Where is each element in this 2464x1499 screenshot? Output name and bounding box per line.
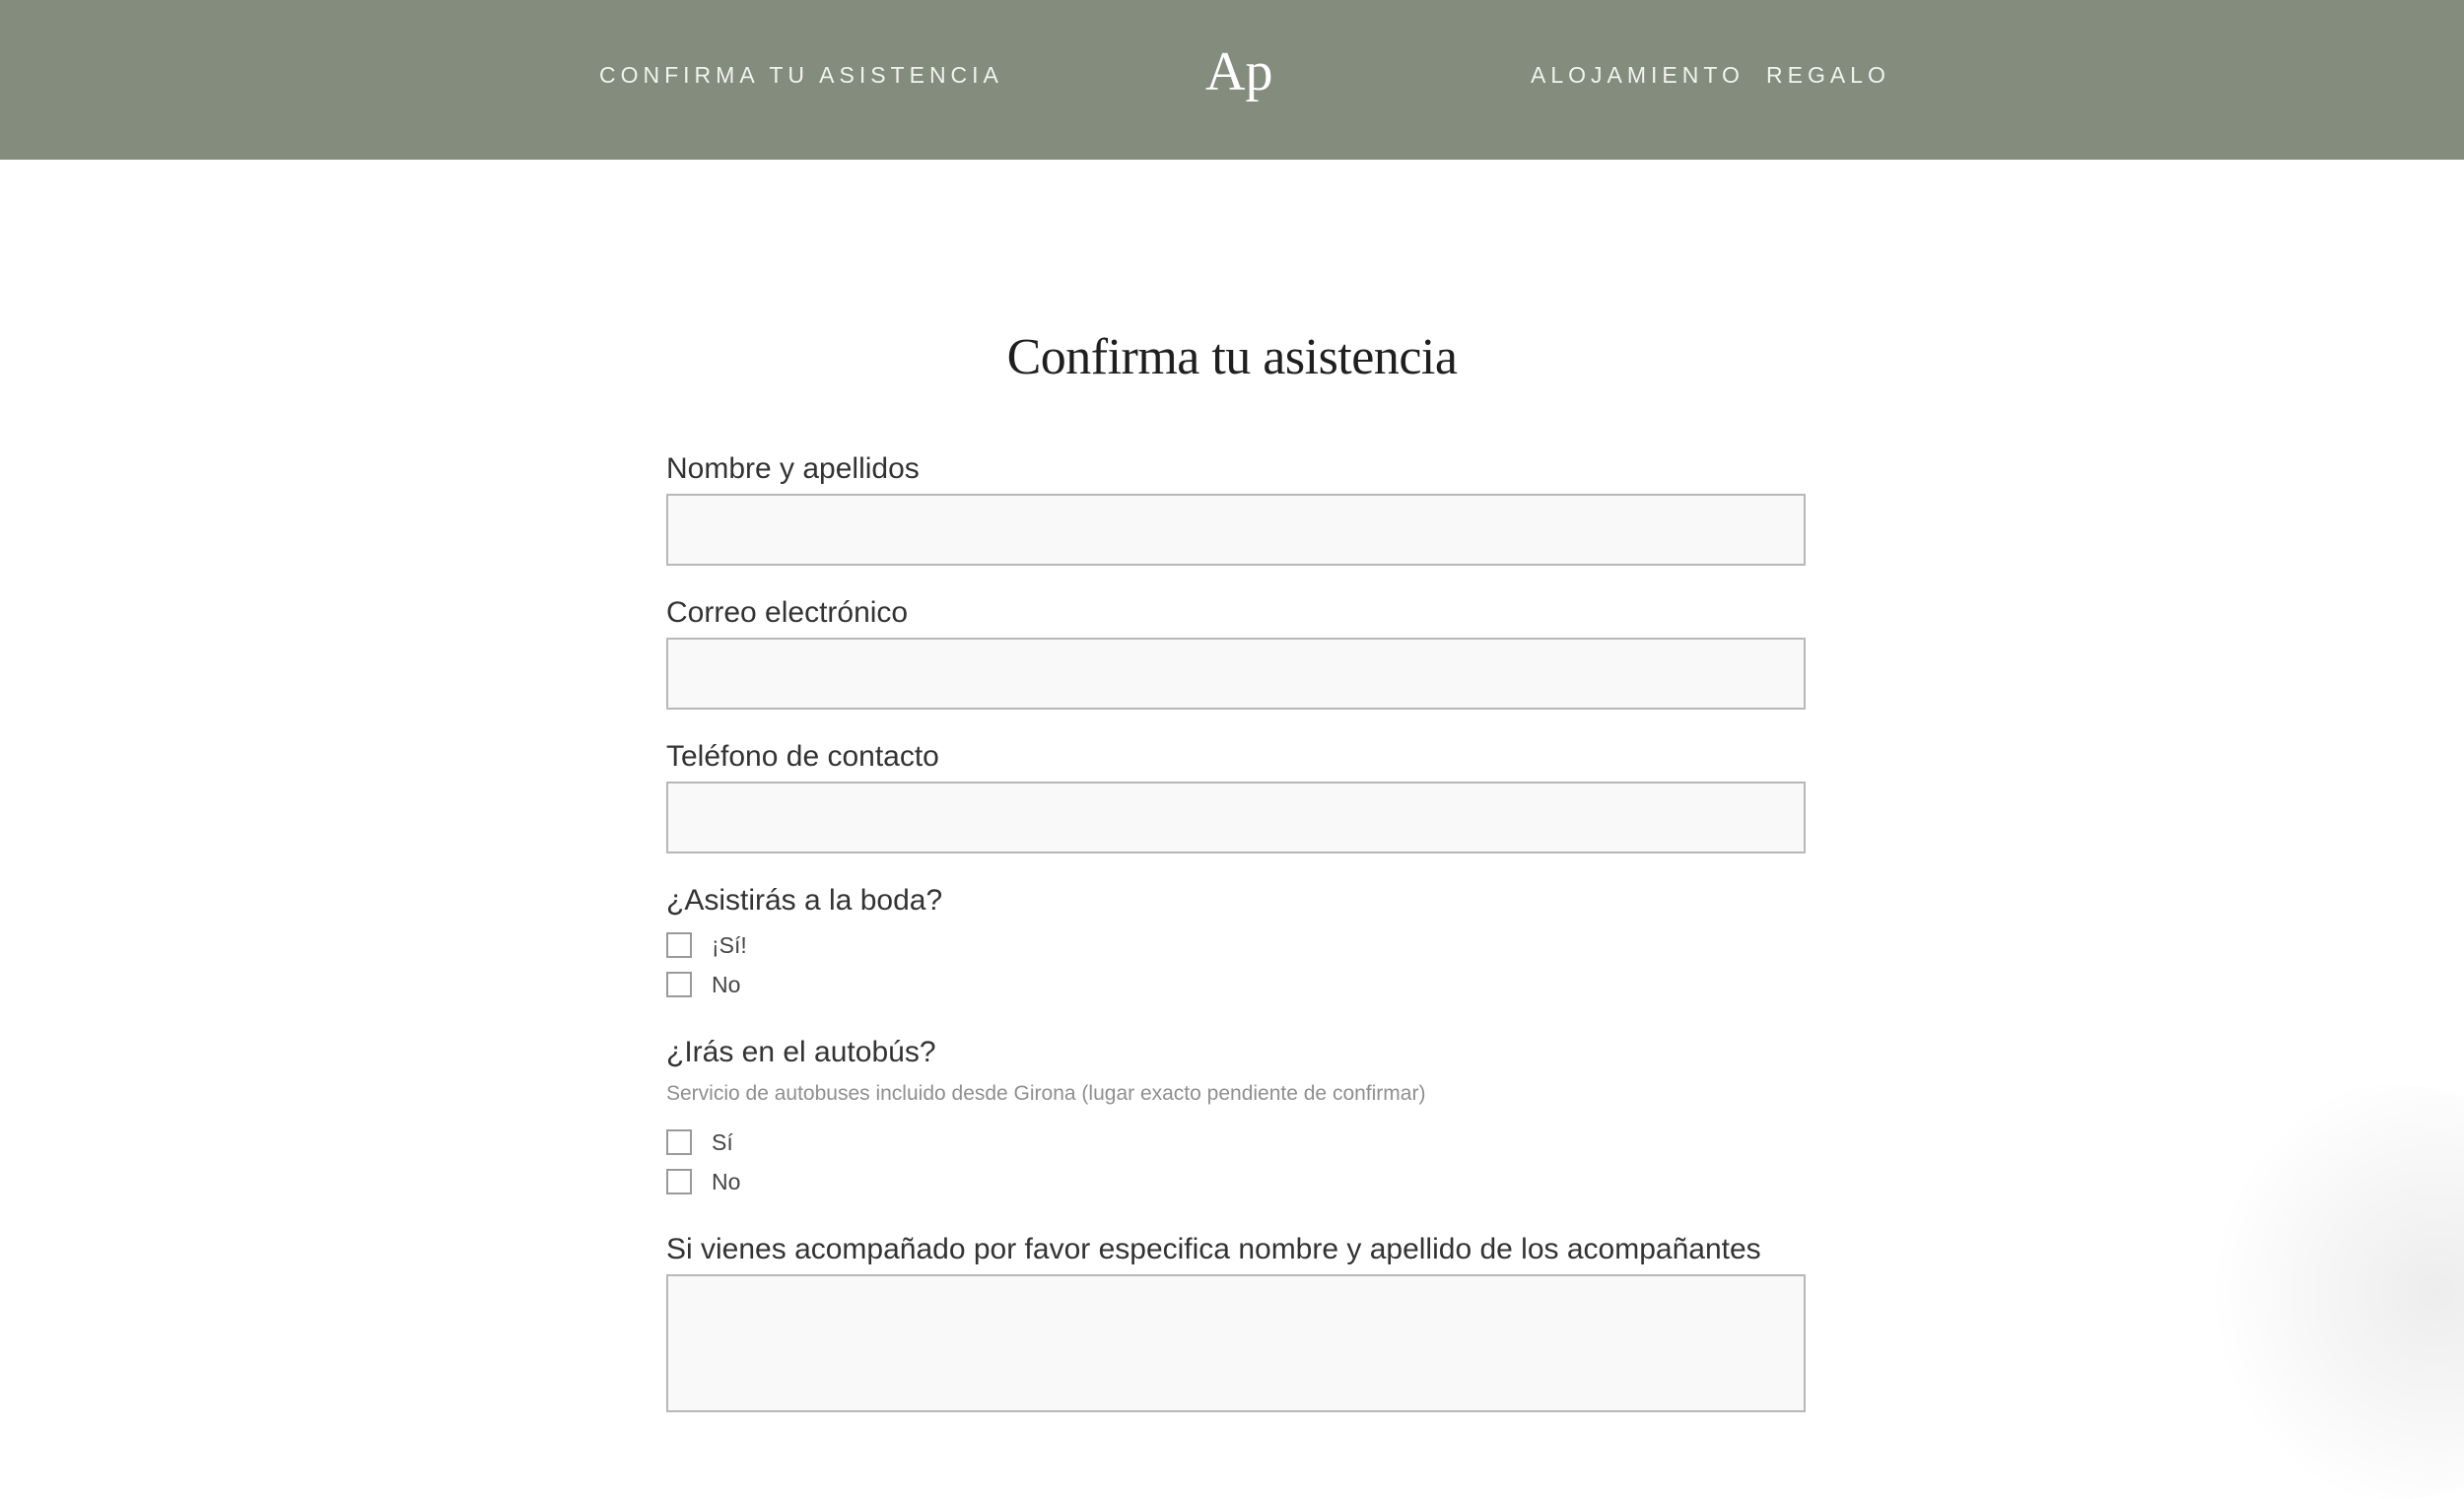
attend-yes-label: ¡Sí! xyxy=(712,930,747,960)
email-label: Correo electrónico xyxy=(666,594,908,632)
bus-question: ¿Irás en el autobús? xyxy=(666,1034,936,1071)
name-label: Nombre y apellidos xyxy=(666,450,920,488)
nav-link-lodging[interactable]: ALOJAMIENTO xyxy=(1531,61,1745,89)
bus-no-checkbox[interactable] xyxy=(666,1169,692,1194)
bus-help-text: Servicio de autobuses incluido desde Girona (lugar exacto pendiente de confirmar) xyxy=(666,1080,1425,1108)
bus-option-no[interactable] xyxy=(666,1167,740,1196)
name-input[interactable] xyxy=(666,494,1806,566)
corner-shadow xyxy=(2188,1085,2464,1499)
attend-no-label: No xyxy=(712,970,740,999)
companions-textarea[interactable] xyxy=(666,1274,1806,1412)
phone-label: Teléfono de contacto xyxy=(666,738,939,776)
page-title: Confirma tu asistencia xyxy=(0,325,2464,390)
phone-input[interactable] xyxy=(666,782,1806,853)
logo-monogram[interactable]: Ap xyxy=(1205,37,1272,106)
site-header xyxy=(0,0,2464,160)
attend-yes-checkbox[interactable] xyxy=(666,932,692,958)
attend-option-yes[interactable] xyxy=(666,930,747,960)
email-input[interactable] xyxy=(666,638,1806,710)
nav-link-rsvp[interactable]: CONFIRMA TU ASISTENCIA xyxy=(599,61,1003,89)
attend-option-no[interactable] xyxy=(666,970,740,999)
attend-no-checkbox[interactable] xyxy=(666,972,692,997)
nav-link-gift[interactable]: REGALO xyxy=(1766,61,1890,89)
bus-no-label: No xyxy=(712,1167,740,1196)
bus-yes-label: Sí xyxy=(712,1127,733,1157)
bus-yes-checkbox[interactable] xyxy=(666,1129,692,1155)
companions-label: Si vienes acompañado por favor especifica nombre y apellido de los acompañantes xyxy=(666,1231,1761,1268)
attend-question: ¿Asistirás a la boda? xyxy=(666,882,942,920)
bus-option-yes[interactable] xyxy=(666,1127,733,1157)
